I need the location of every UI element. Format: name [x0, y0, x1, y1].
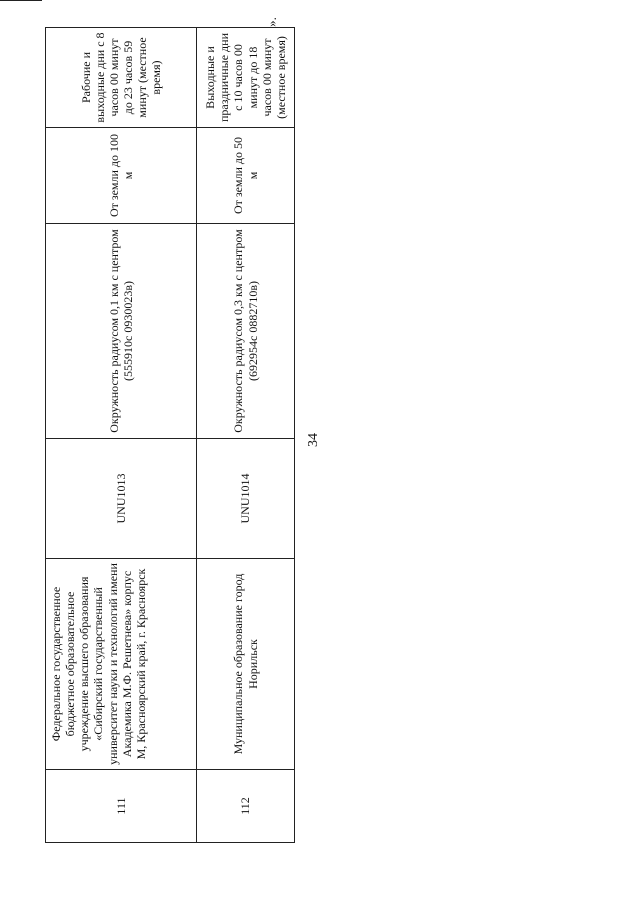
organization-name-cell: Федеральное государственное бюджетное образовательное учреждение высшего образования «Сибирский государственный университет науки и технологий имени Академика М.Ф. Решетнева» корпус М, Красноярский край, г. Красноярск	[46, 559, 197, 770]
top-rule	[0, 0, 42, 1]
zone-code-cell: UNU1013	[46, 439, 197, 559]
time-period-cell: Рабочие и выходные дни с 8 часов 00 минут до 23 часов 59 минут (местное время)	[46, 28, 197, 128]
table-row	[46, 28, 197, 843]
zone-area-cell: Окружность радиусом 0,1 км с центром (555910с 0930023в)	[46, 224, 197, 439]
table-row	[197, 28, 295, 843]
zone-area-cell: Окружность радиусом 0,3 км с центром (692954с 0882710в)	[197, 224, 295, 439]
height-limit-cell: От земли до 100 м	[46, 128, 197, 224]
organization-name-cell: Муниципальное образование город Норильск	[197, 559, 295, 770]
zone-code-cell: UNU1014	[197, 439, 295, 559]
row-number-cell: 111	[46, 770, 197, 843]
row-number-cell: 112	[197, 770, 295, 843]
closing-quote-mark: ».	[264, 17, 279, 27]
height-limit-cell: От земли до 50 м	[197, 128, 295, 224]
rotated-table-wrapper	[45, 28, 288, 843]
restricted-zones-table	[45, 27, 295, 843]
page-number: 34	[306, 433, 321, 447]
time-period-cell: Выходные и праздничные дни с 10 часов 00 минут до 18 часов 00 минут (местное время)	[197, 28, 295, 128]
